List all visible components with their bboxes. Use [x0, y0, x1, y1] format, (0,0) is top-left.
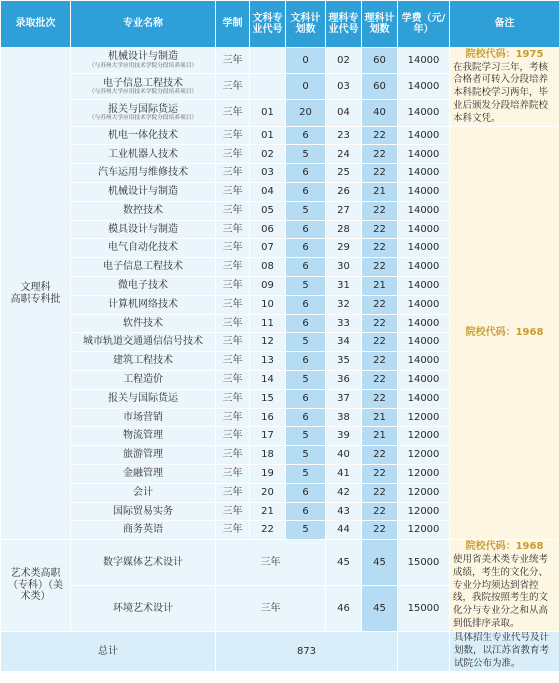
column-header: 录取批次 [1, 1, 71, 48]
major-name: 会计 [133, 486, 153, 498]
duration-cell: 三年 [216, 464, 250, 483]
major-name: 模具设计与制造 [108, 223, 178, 235]
duration-cell: 三年 [216, 239, 250, 258]
tuition-cell: 12000 [398, 521, 450, 540]
remark-cell [450, 540, 559, 632]
science-plan-cell: 22 [362, 521, 398, 540]
tuition-cell: 14000 [398, 145, 450, 164]
science-code-cell: 46 [326, 586, 362, 632]
header-row [1, 1, 559, 48]
science-code-cell: 45 [326, 540, 362, 586]
duration-cell: 三年 [216, 258, 250, 277]
column-header: 文科计划数 [286, 1, 326, 48]
science-code-cell: 39 [326, 427, 362, 446]
school-code: 院校代码：1968 [465, 327, 544, 339]
science-code-cell: 04 [326, 100, 362, 126]
science-code-cell: 33 [326, 314, 362, 333]
major-name-cell [71, 408, 216, 427]
duration-cell: 三年 [216, 389, 250, 408]
major-name-cell [71, 389, 216, 408]
batch-cell: 艺术类高职（专科）（美术类） [1, 540, 71, 632]
major-name: 城市轨道交通通信信号技术 [83, 336, 203, 348]
arts-code-cell: 02 [250, 145, 286, 164]
science-plan-cell: 22 [362, 333, 398, 352]
major-name-cell [71, 164, 216, 183]
tuition-cell: 14000 [398, 276, 450, 295]
major-name: 报关与国际货运 [108, 103, 178, 115]
science-plan-cell: 45 [362, 540, 398, 586]
science-code-cell: 26 [326, 182, 362, 201]
arts-code-cell: 04 [250, 182, 286, 201]
science-code-cell: 24 [326, 145, 362, 164]
science-plan-cell: 22 [362, 464, 398, 483]
total-note: 具体招生专业代号及计划数，以江苏省教育考试院公布为准。 [450, 632, 559, 671]
science-plan-cell: 22 [362, 220, 398, 239]
major-name-cell [71, 352, 216, 371]
major-note: （与苏州大学应用技术学院分段培养项目） [88, 114, 198, 122]
duration-cell: 三年 [216, 352, 250, 371]
arts-plan-cell: 20 [286, 100, 326, 126]
tuition-cell: 14000 [398, 201, 450, 220]
major-name-cell [71, 220, 216, 239]
science-code-cell: 35 [326, 352, 362, 371]
major-name-cell [71, 333, 216, 352]
tuition-cell: 14000 [398, 220, 450, 239]
major-name-cell [71, 464, 216, 483]
major-name: 商务英语 [123, 524, 163, 536]
arts-code-cell: 06 [250, 220, 286, 239]
arts-plan-cell: 5 [286, 446, 326, 465]
major-name: 数控技术 [123, 204, 163, 216]
science-code-cell: 36 [326, 370, 362, 389]
major-name-cell [71, 201, 216, 220]
total-value: 873 [216, 632, 398, 671]
table-row [1, 48, 559, 74]
arts-plan-cell: 0 [286, 74, 326, 100]
duration-cell: 三年 [216, 276, 250, 295]
arts-code-cell: 07 [250, 239, 286, 258]
tuition-cell: 12000 [398, 483, 450, 502]
remark-cell [450, 126, 559, 540]
science-plan-cell: 22 [362, 239, 398, 258]
science-code-cell: 34 [326, 333, 362, 352]
tuition-cell: 12000 [398, 408, 450, 427]
duration-cell: 三年 [216, 182, 250, 201]
science-plan-cell: 21 [362, 182, 398, 201]
tuition-cell: 14000 [398, 333, 450, 352]
tuition-cell: 14000 [398, 182, 450, 201]
column-header: 专业名称 [71, 1, 216, 48]
arts-plan-cell: 6 [286, 239, 326, 258]
major-name-cell [71, 276, 216, 295]
arts-plan-cell: 6 [286, 258, 326, 277]
science-code-cell: 40 [326, 446, 362, 465]
duration-cell: 三年 [216, 220, 250, 239]
major-name: 微电子技术 [118, 280, 168, 292]
duration-cell: 三年 [216, 164, 250, 183]
arts-plan-cell: 5 [286, 464, 326, 483]
arts-plan-cell: 6 [286, 182, 326, 201]
science-plan-cell: 22 [362, 126, 398, 145]
arts-code-cell: 05 [250, 201, 286, 220]
science-code-cell: 28 [326, 220, 362, 239]
major-name: 软件技术 [123, 317, 163, 329]
column-header: 文科专业代号 [250, 1, 286, 48]
tuition-cell: 14000 [398, 258, 450, 277]
school-code: 院校代码：1968 [465, 541, 544, 553]
duration-cell: 三年 [216, 408, 250, 427]
major-note: （与苏州大学应用技术学院分段培养项目） [88, 88, 198, 95]
major-name-cell [71, 74, 216, 100]
major-name: 金融管理 [123, 468, 163, 480]
science-code-cell: 25 [326, 164, 362, 183]
science-code-cell: 37 [326, 389, 362, 408]
duration-cell: 三年 [216, 427, 250, 446]
arts-plan-cell: 6 [286, 352, 326, 371]
arts-plan-cell: 5 [286, 521, 326, 540]
tuition-cell: 12000 [398, 446, 450, 465]
arts-plan-cell: 6 [286, 389, 326, 408]
arts-code-cell: 19 [250, 464, 286, 483]
arts-plan-cell: 0 [286, 48, 326, 74]
science-plan-cell: 22 [362, 295, 398, 314]
major-name: 旅游管理 [123, 449, 163, 461]
major-name-cell [71, 100, 216, 126]
major-name-cell [71, 314, 216, 333]
arts-code-cell: 13 [250, 352, 286, 371]
science-plan-cell: 45 [362, 586, 398, 632]
major-name-cell [71, 145, 216, 164]
arts-code-cell: 22 [250, 521, 286, 540]
science-code-cell: 03 [326, 74, 362, 100]
major-name: 建筑工程技术 [113, 355, 173, 367]
tuition-cell: 12000 [398, 427, 450, 446]
arts-code-cell: 11 [250, 314, 286, 333]
duration-cell: 三年 [216, 333, 250, 352]
school-code: 院校代码：1975 [465, 49, 544, 60]
arts-plan-cell: 6 [286, 126, 326, 145]
major-name-cell [71, 502, 216, 521]
tuition-cell: 14000 [398, 389, 450, 408]
duration-cell: 三年 [216, 100, 250, 126]
batch-cell: 文理科 高职专科批 [1, 48, 71, 540]
science-plan-cell: 22 [362, 446, 398, 465]
arts-plan-cell: 5 [286, 145, 326, 164]
table-row [1, 126, 559, 145]
science-code-cell: 02 [326, 48, 362, 74]
science-code-cell: 43 [326, 502, 362, 521]
science-plan-cell: 21 [362, 427, 398, 446]
arts-plan-cell: 6 [286, 483, 326, 502]
table-row [1, 540, 559, 586]
major-name: 机械设计与制造 [108, 186, 178, 198]
arts-plan-cell: 5 [286, 201, 326, 220]
major-name-cell [71, 258, 216, 277]
major-note: （与苏州大学应用技术学院分段培养项目） [88, 62, 198, 69]
arts-code-cell: 14 [250, 370, 286, 389]
remark-cell [450, 48, 559, 127]
major-name-cell [71, 48, 216, 74]
major-name: 市场营销 [123, 411, 163, 423]
duration-cell: 三年 [216, 295, 250, 314]
tuition-cell: 12000 [398, 464, 450, 483]
total-row [1, 632, 559, 671]
major-name: 物流管理 [123, 430, 163, 442]
science-code-cell: 41 [326, 464, 362, 483]
duration-cell: 三年 [216, 74, 250, 100]
major-name-cell: 环境艺术设计 [71, 586, 216, 632]
arts-code-cell: 17 [250, 427, 286, 446]
arts-plan-cell: 6 [286, 408, 326, 427]
tuition-cell: 12000 [398, 502, 450, 521]
science-plan-cell: 40 [362, 100, 398, 126]
duration-cell: 三年 [216, 314, 250, 333]
arts-code-cell: 01 [250, 126, 286, 145]
arts-plan-cell: 5 [286, 370, 326, 389]
arts-plan-cell: 6 [286, 314, 326, 333]
science-code-cell: 30 [326, 258, 362, 277]
science-plan-cell: 22 [362, 502, 398, 521]
total-blank [398, 632, 450, 671]
major-name: 机械设计与制造 [108, 51, 178, 63]
science-plan-cell: 22 [362, 314, 398, 333]
major-name: 电子信息工程技术 [103, 261, 183, 273]
duration-cell: 三年 [216, 145, 250, 164]
major-name-cell [71, 126, 216, 145]
major-name: 电子信息工程技术 [103, 77, 183, 89]
major-name: 计算机网络技术 [108, 298, 178, 310]
arts-code-cell: 08 [250, 258, 286, 277]
science-code-cell: 32 [326, 295, 362, 314]
science-code-cell: 42 [326, 483, 362, 502]
remark-text: 使用省美术类专业统考成绩，考生的文化分、专业分均须达到省控线，我院按照考生的文化分与专业分之和从高到低排序录取。 [453, 553, 549, 629]
duration-cell: 三年 [216, 502, 250, 521]
major-name: 工程造价 [123, 374, 163, 386]
major-name-cell [71, 427, 216, 446]
tuition-cell: 14000 [398, 352, 450, 371]
remark-text: 在我院学习三年，考核合格者可转入分段培养本科院校学习两年，毕业后颁发分段培养院校本科文凭。 [453, 61, 549, 124]
arts-plan-cell: 6 [286, 295, 326, 314]
tuition-cell: 14000 [398, 74, 450, 100]
tuition-cell: 15000 [398, 540, 450, 586]
major-name: 机电一体化技术 [108, 129, 178, 141]
arts-plan-cell: 6 [286, 502, 326, 521]
science-code-cell: 27 [326, 201, 362, 220]
arts-plan-cell: 5 [286, 333, 326, 352]
arts-code-cell: 09 [250, 276, 286, 295]
major-name-cell [71, 483, 216, 502]
arts-code-cell: 12 [250, 333, 286, 352]
tuition-cell: 14000 [398, 314, 450, 333]
science-plan-cell: 60 [362, 48, 398, 74]
duration-cell: 三年 [216, 586, 326, 632]
arts-code-cell: 15 [250, 389, 286, 408]
duration-cell: 三年 [216, 540, 326, 586]
arts-code-cell [250, 74, 286, 100]
science-plan-cell: 21 [362, 276, 398, 295]
column-header: 学制 [216, 1, 250, 48]
column-header: 理科专业代号 [326, 1, 362, 48]
arts-code-cell: 16 [250, 408, 286, 427]
arts-plan-cell: 5 [286, 427, 326, 446]
arts-code-cell [250, 48, 286, 74]
column-header: 学费（元/年） [398, 1, 450, 48]
science-code-cell: 23 [326, 126, 362, 145]
arts-code-cell: 03 [250, 164, 286, 183]
arts-plan-cell: 5 [286, 276, 326, 295]
duration-cell: 三年 [216, 126, 250, 145]
major-name-cell [71, 446, 216, 465]
science-code-cell: 31 [326, 276, 362, 295]
arts-code-cell: 10 [250, 295, 286, 314]
science-plan-cell: 21 [362, 408, 398, 427]
major-name: 报关与国际货运 [108, 392, 178, 404]
duration-cell: 三年 [216, 446, 250, 465]
science-plan-cell: 22 [362, 201, 398, 220]
science-plan-cell: 60 [362, 74, 398, 100]
arts-code-cell: 01 [250, 100, 286, 126]
major-name: 汽车运用与维修技术 [98, 167, 188, 179]
science-code-cell: 38 [326, 408, 362, 427]
science-code-cell: 29 [326, 239, 362, 258]
major-name-cell [71, 182, 216, 201]
arts-code-cell: 21 [250, 502, 286, 521]
total-label: 总计 [1, 632, 216, 671]
tuition-cell: 14000 [398, 126, 450, 145]
duration-cell: 三年 [216, 201, 250, 220]
tuition-cell: 14000 [398, 295, 450, 314]
science-plan-cell: 22 [362, 258, 398, 277]
science-code-cell: 44 [326, 521, 362, 540]
science-plan-cell: 22 [362, 145, 398, 164]
tuition-cell: 14000 [398, 239, 450, 258]
duration-cell: 三年 [216, 483, 250, 502]
science-plan-cell: 22 [362, 483, 398, 502]
tuition-cell: 14000 [398, 100, 450, 126]
science-plan-cell: 22 [362, 352, 398, 371]
science-plan-cell: 22 [362, 370, 398, 389]
major-name: 国际贸易实务 [113, 505, 173, 517]
tuition-cell: 15000 [398, 586, 450, 632]
major-name-cell: 数字媒体艺术设计 [71, 540, 216, 586]
major-name-cell [71, 295, 216, 314]
column-header: 备注 [450, 1, 559, 48]
major-name-cell [71, 239, 216, 258]
tuition-cell: 14000 [398, 370, 450, 389]
tuition-cell: 14000 [398, 164, 450, 183]
duration-cell: 三年 [216, 521, 250, 540]
major-name-cell [71, 521, 216, 540]
column-header: 理科计划数 [362, 1, 398, 48]
duration-cell: 三年 [216, 370, 250, 389]
major-name-cell [71, 370, 216, 389]
science-plan-cell: 22 [362, 389, 398, 408]
arts-code-cell: 20 [250, 483, 286, 502]
arts-plan-cell: 6 [286, 220, 326, 239]
duration-cell: 三年 [216, 48, 250, 74]
arts-plan-cell: 6 [286, 164, 326, 183]
arts-code-cell: 18 [250, 446, 286, 465]
science-plan-cell: 22 [362, 164, 398, 183]
major-name: 工业机器人技术 [108, 148, 178, 160]
tuition-cell: 14000 [398, 48, 450, 74]
major-name: 电气自动化技术 [108, 242, 178, 254]
